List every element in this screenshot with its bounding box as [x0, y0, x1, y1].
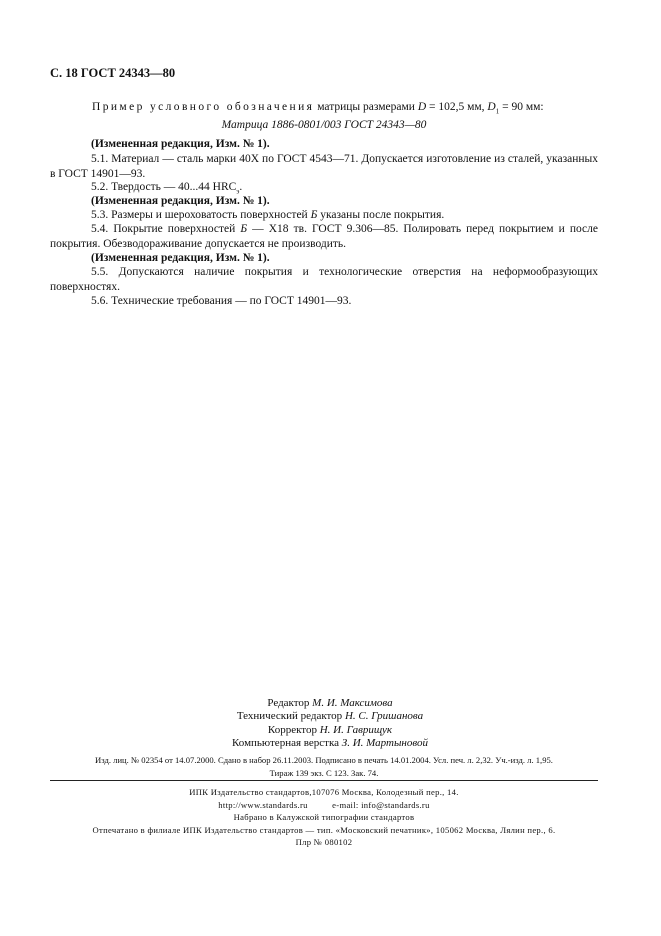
d1-subscript: 1: [495, 107, 500, 116]
revision-note-1: (Измененная редакция, Изм. № 1).: [91, 138, 270, 150]
p54-symbol: Б: [240, 223, 248, 235]
example-lead-rest: матрицы размерами: [314, 101, 418, 113]
paragraph-5-4: [50, 222, 598, 251]
p53-pre: 5.3. Размеры и шероховатость поверхностей: [91, 209, 311, 221]
d-symbol: D: [417, 101, 427, 113]
printer-line-5: Плр № 080102: [295, 837, 353, 847]
designation-example: Матрица 1886-0801/003 ГОСТ 24343—80: [221, 119, 427, 131]
p52-subscript: э: [236, 187, 240, 196]
editor-label: Редактор: [267, 697, 313, 709]
tech-editor-line: [150, 710, 510, 723]
corrector-line: [150, 724, 510, 737]
layout-line: [150, 737, 510, 750]
tech-editor-name: Н. С. Гришанова: [344, 710, 424, 723]
printer-line-1: ИПК Издательство стандартов,107076 Москва, Колодезный пер., 14.: [189, 787, 459, 797]
printer-line-4: Отпечатано в филиале ИПК Издательство стандартов — тип. «Московский печатник», 105062 Москва, Лялин пер., 6.: [92, 824, 556, 835]
printer-line-3: Набрано в Калужской типографии стандартов: [233, 812, 415, 822]
p52-text: 5.2. Твердость — 40...44 HRC: [91, 181, 237, 193]
paragraph-5-6: 5.6. Технические требования — по ГОСТ 14901—93.: [91, 295, 352, 307]
revision-note-3: (Измененная редакция, Изм. № 1).: [91, 252, 270, 264]
corrector-label: Корректор: [267, 723, 320, 736]
credits-block: [150, 697, 510, 751]
p53-symbol: Б: [310, 209, 318, 221]
revision-note-2: (Измененная редакция, Изм. № 1).: [91, 195, 270, 207]
p53-post: указаны после покрытия.: [317, 209, 445, 221]
designation-example-intro: [92, 100, 598, 119]
p54-post: — Х18 тв. ГОСТ 9.306—85. Полировать перед покрытием и после покрытия. Обезводораживание допускается не производить.: [50, 223, 598, 250]
paragraph-5-1: 5.1. Материал — сталь марки 40Х по ГОСТ 4543—71. Допускается изготовление из сталей, указанных в ГОСТ 14901—93.: [50, 153, 598, 180]
divider: [50, 780, 598, 781]
publication-line-1: Изд. лиц. № 02354 от 14.07.2000. Сдано в набор 26.11.2003. Подписано в печать 14.01.2004. Усл. печ. л. 2,32. Уч.-изд. л. 1,95.: [95, 755, 553, 765]
paragraph-5-3: [50, 208, 598, 223]
d1-symbol: D: [487, 101, 496, 113]
paragraph-5-5: 5.5. Допускаются наличие покрытия и технологические отверстия на неформообразующих поверхностях.: [50, 266, 598, 293]
page-header: С. 18 ГОСТ 24343—80: [50, 66, 176, 80]
layout-name: З. И. Мартыновой: [341, 737, 429, 750]
layout-label: Компьютерная верстка: [231, 737, 342, 750]
p52-end: .: [239, 181, 243, 193]
printer-info: [50, 786, 598, 849]
publication-info: [50, 754, 598, 779]
tech-editor-label: Технический редактор: [236, 710, 345, 723]
p54-pre: 5.4. Покрытие поверхностей: [91, 223, 241, 235]
example-lead: Пример условного обозначения: [92, 101, 315, 113]
printer-line-2: http://www.standards.ru e-mail: info@standards.ru: [218, 799, 430, 810]
publication-line-2: Тираж 139 экз. С 123. Зак. 74.: [269, 767, 379, 778]
d1-value: = 90 мм:: [499, 101, 544, 113]
corrector-name: Н. И. Гаврищук: [319, 723, 393, 736]
editor-name: М. И. Максимова: [312, 697, 393, 709]
editor-line: [150, 697, 510, 710]
d-value: = 102,5 мм,: [426, 101, 488, 113]
